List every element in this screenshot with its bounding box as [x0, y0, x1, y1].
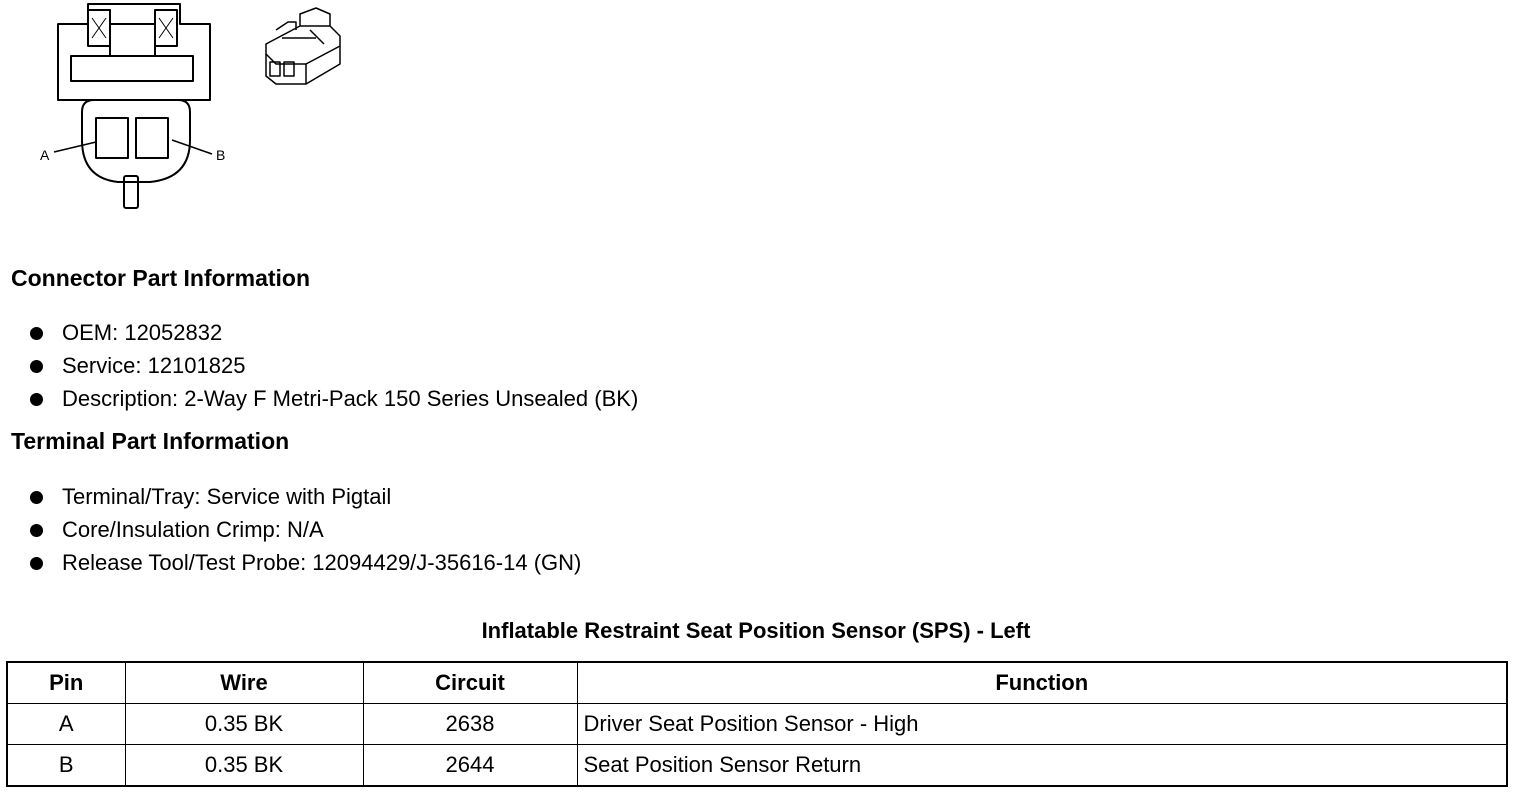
pin-a-leader [54, 142, 96, 152]
thumb-front [266, 54, 306, 84]
list-item [0, 382, 638, 415]
circuit-cell: 2638 [363, 704, 577, 745]
pin-cell: B [7, 745, 125, 787]
list-item [0, 316, 638, 349]
table-row [7, 704, 1507, 745]
connector-face-view [40, 4, 225, 208]
list-item-text: Service: 12101825 [62, 353, 246, 378]
table-row [7, 745, 1507, 787]
bullet-icon [30, 491, 43, 504]
circuit-cell: 2644 [363, 745, 577, 787]
latch-window-left-mark [92, 18, 106, 38]
list-item-text: Core/Insulation Crimp: N/A [62, 517, 324, 542]
wire-cell: 0.35 BK [125, 704, 363, 745]
terminal-part-info-list [0, 480, 581, 579]
list-item [0, 546, 581, 579]
bullet-icon [30, 393, 43, 406]
connector-isometric-thumbnail [266, 8, 340, 84]
latch-bridge [110, 24, 155, 56]
connector-key-tab [124, 176, 138, 208]
pin-table [6, 661, 1508, 787]
table-header-row [7, 662, 1507, 704]
wire-cell: 0.35 BK [125, 745, 363, 787]
bullet-icon [30, 360, 43, 373]
list-item-text: OEM: 12052832 [62, 320, 223, 345]
pin-a-label: A [40, 147, 50, 163]
list-item [0, 480, 581, 513]
column-header-function: Function [577, 662, 1507, 704]
pin-b-leader [172, 140, 212, 154]
cavity-a [96, 118, 128, 158]
list-item-text: Terminal/Tray: Service with Pigtail [62, 484, 392, 509]
table-caption: Inflatable Restraint Seat Position Sensor (SPS) - Left [481, 618, 1031, 643]
pin-b-label: B [216, 147, 226, 163]
connector-part-info-heading: Connector Part Information [11, 265, 311, 291]
function-cell: Driver Seat Position Sensor - High [577, 704, 1507, 745]
latch-window-right-mark [159, 18, 173, 38]
pin-cell: A [7, 704, 125, 745]
thumb-body [266, 26, 340, 64]
list-item [0, 513, 581, 546]
connector-diagram [0, 0, 360, 220]
list-item [0, 349, 638, 382]
column-header-wire: Wire [125, 662, 363, 704]
cavity-b [136, 118, 168, 158]
terminal-part-info-heading: Terminal Part Information [11, 428, 290, 454]
connector-housing [58, 4, 210, 100]
bullet-icon [30, 327, 43, 340]
function-cell: Seat Position Sensor Return [577, 745, 1507, 787]
list-item-text: Release Tool/Test Probe: 12094429/J-35616-14 (GN) [62, 550, 582, 575]
column-header-pin: Pin [7, 662, 125, 704]
bullet-icon [30, 524, 43, 537]
column-header-circuit: Circuit [363, 662, 577, 704]
thumb-side [306, 46, 340, 84]
bullet-icon [30, 557, 43, 570]
list-item-text: Description: 2-Way F Metri-Pack 150 Series Unsealed (BK) [62, 386, 639, 411]
connector-part-info-list [0, 316, 638, 415]
connector-latch-slot [71, 56, 193, 81]
